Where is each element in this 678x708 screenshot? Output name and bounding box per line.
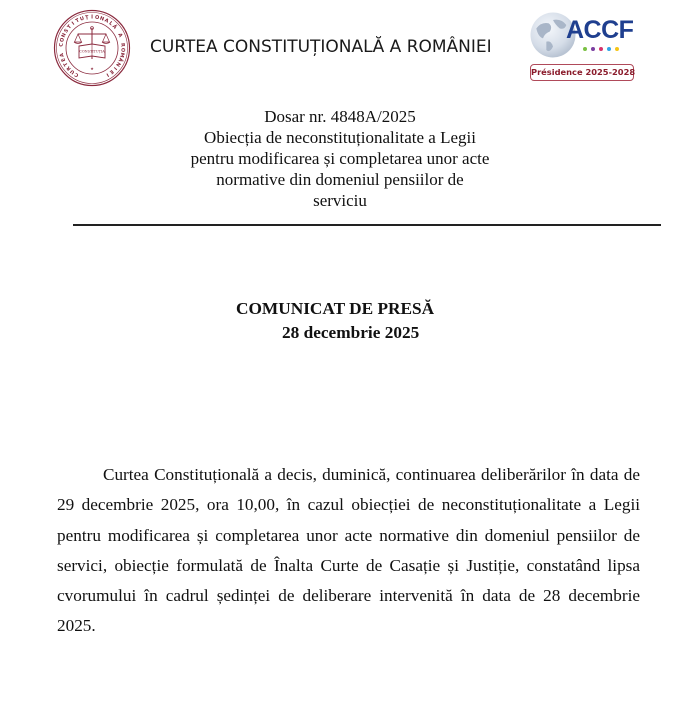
press-release-date: 28 decembrie 2025 (282, 323, 420, 342)
dossier-subject-line: pentru modificarea și completarea unor acte (190, 149, 490, 168)
seal-ring-letter: N (98, 15, 105, 23)
seal-ring-letter: I (104, 71, 110, 78)
seal-ring-letter: T (74, 17, 81, 25)
seal-ring-letter: Ț (84, 14, 90, 22)
seal-ring-letter: I (70, 20, 77, 27)
dot-icon (591, 47, 595, 51)
seal-ring-letter: N (114, 60, 122, 68)
dossier-subject-line: Obiecția de neconstituționalitate a Legii (204, 128, 476, 147)
seal-ring-letter: A (58, 52, 66, 58)
dossier-subject-line: serviciu (313, 191, 367, 210)
seal-ring-letter: I (91, 14, 93, 21)
dossier-subject-line: normative din domeniul pensiilor de (216, 170, 464, 189)
seal-ring-letter: O (94, 14, 100, 22)
accf-name: ACCF (566, 16, 634, 44)
seal-ring-letter: R (65, 64, 73, 72)
seal-ring-letter: C (73, 70, 80, 78)
dot-icon (607, 47, 611, 51)
seal-ring-letter: L (107, 20, 114, 28)
seal-ring-letter: O (59, 37, 66, 43)
accf-presidency-badge: Présidence 2025-2028 (530, 64, 634, 81)
seal-ring-letter: T (66, 23, 74, 31)
dossier-block (140, 106, 540, 211)
seal-ring-letter: R (119, 42, 126, 48)
seal-ring-letter: E (108, 68, 115, 75)
header-divider (73, 224, 661, 226)
accf-logo (528, 10, 640, 88)
seal-ring-letter: M (118, 51, 126, 59)
seal-book-text: CONSTITUȚIA (79, 49, 105, 54)
seal-ring-letter: U (79, 15, 86, 23)
seal-ring-letter: Â (116, 56, 124, 63)
accf-color-dots (583, 47, 640, 51)
dot-icon (583, 47, 587, 51)
seal-ring-letter: I (112, 65, 118, 71)
seal-ring-letter: U (69, 67, 77, 76)
press-release-body (57, 460, 640, 642)
seal-ring-letter: S (63, 27, 71, 35)
court-seal-logo (53, 9, 131, 87)
seal-ring-letter: N (60, 32, 68, 39)
press-release-heading: COMUNICAT DE PRESĂ (236, 299, 435, 318)
scales-of-justice-icon (53, 9, 131, 87)
seal-ring-letter: C (58, 42, 65, 48)
seal-ring-letter: A (116, 32, 124, 39)
seal-ring-letter: O (119, 47, 126, 53)
dot-icon (599, 47, 603, 51)
body-paragraph: Curtea Constituțională a decis, duminică, continuarea deliberărilor în data de 29 decembrie 2025, ora 10,00, în cazul obiecției de neconstituționalitate a Legii pentru modificarea și completarea unor acte normative din domeniul pensiilor de servici, obiecție formulată de Înalta Curte de Casație și Justiție, constatând lipsa cvorumului în cadrul ședinței de deliberare intervenită în data de 28 decembrie 2025. (57, 465, 640, 636)
seal-ring-letter: Ă (110, 23, 118, 31)
star-icon: ★ (90, 66, 94, 71)
court-title: CURTEA CONSTITUȚIONALĂ A ROMÂNIEI (150, 37, 492, 57)
dot-icon (615, 47, 619, 51)
dossier-number: Dosar nr. 4848A/2025 (264, 107, 416, 126)
seal-ring-letter: A (103, 17, 110, 25)
seal-ring-letter: T (62, 61, 70, 68)
seal-ring-letter: E (60, 56, 68, 63)
